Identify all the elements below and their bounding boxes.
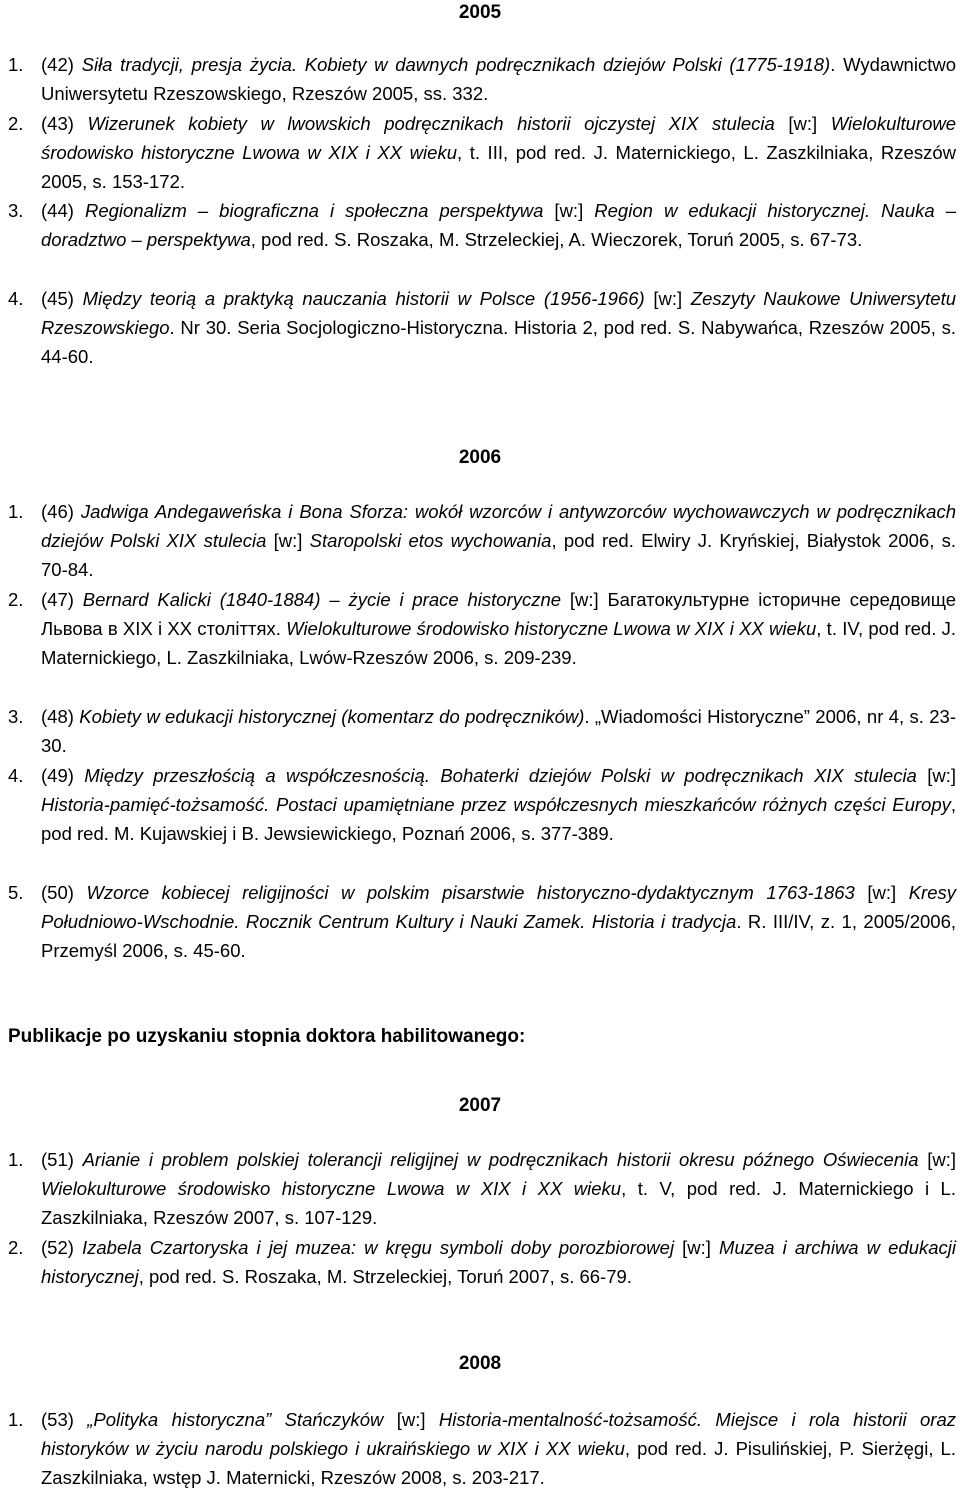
entry-text: (42) Siła tradycji, presja życia. Kobiety w dawnych podręcznikach dziejów Polski (1775-1918). Wydawnictwo Uniwersytetu Rzeszowskiego, Rzeszów 2005, ss. 332. xyxy=(41,54,956,105)
entry-text: (45) Między teorią a praktyką nauczania historii w Polsce (1956-1966) [w:] Zeszyty Naukowe Uniwersytetu Rzeszowskiego. Nr 30. Seria Socjologiczno-Historyczna. Historia 2, pod red. S. Nabywańca, Rzeszów 2005, s. 44-60. xyxy=(41,288,957,368)
year-heading-2005: 2005 xyxy=(458,2,502,23)
entry-number: 5. xyxy=(8,882,24,903)
bibliography-entry-47 xyxy=(8,585,956,673)
bibliography-entry-50 xyxy=(8,878,956,966)
entry-number: 4. xyxy=(8,765,24,786)
bibliography-entry-53 xyxy=(8,1405,956,1493)
entry-text: (52) Izabela Czartoryska i jej muzea: w kręgu symboli doby porozbiorowej [w:] Muzea i archiwa w edukacji historycznej, pod red. S. Roszaka, M. Strzeleckiej, Toruń 2007, s. 66-79. xyxy=(41,1237,957,1288)
entry-text: (44) Regionalizm – biograficzna i społeczna perspektywa [w:] Region w edukacji historycznej. Nauka – doradztwo – perspektywa, pod red. S. Roszaka, M. Strzeleckiej, A. Wieczorek, Toruń 2005, s. 67-73. xyxy=(41,200,957,251)
entry-text: (47) Bernard Kalicki (1840-1884) – życie i prace historyczne [w:] Багатокультурне історичне середовище Львова в XIX і XX століттях. Wielokulturowe środowisko historyczne Lwowa w XIX i XX wieku, t. IV, pod red. J. Maternickiego, L. Zaszkilniaka, Lwów-Rzeszów 2006, s. 209-239. xyxy=(41,589,957,669)
section-heading-habilitation: Publikacje po uzyskaniu stopnia doktora habilitowanego: xyxy=(8,1026,526,1047)
bibliography-entry-46 xyxy=(8,497,956,585)
year-heading-2008: 2008 xyxy=(458,1353,502,1374)
entry-text: (51) Arianie i problem polskiej tolerancji religijnej w podręcznikach historii okresu późnego Oświecenia [w:] Wielokulturowe środowisko historyczne Lwowa w XIX i XX wieku, t. V, pod red. J. Maternickiego i L. Zaszkilniaka, Rzeszów 2007, s. 107-129. xyxy=(41,1149,956,1229)
bibliography-entry-42 xyxy=(8,50,956,108)
entry-number: 3. xyxy=(8,200,24,221)
entry-number: 4. xyxy=(8,288,24,309)
bibliography-entry-43 xyxy=(8,109,956,197)
bibliography-entry-44 xyxy=(8,196,956,254)
bibliography-entry-48 xyxy=(8,702,956,760)
entry-text: (43) Wizerunek kobiety w lwowskich podręcznikach historii ojczystej XIX stulecia [w:] Wielokulturowe środowisko historyczne Lwowa w XIX i XX wieku, t. III, pod red. J. Maternickiego, L. Zaszkilniaka, Rzeszów 2005, s. 153-172. xyxy=(41,113,957,193)
entry-number: 2. xyxy=(8,589,24,610)
entry-number: 3. xyxy=(8,706,24,727)
bibliography-entry-52 xyxy=(8,1233,956,1291)
entry-text: (53) „Polityka historyczna” Stańczyków [w:] Historia-mentalność-tożsamość. Miejsce i rola historii oraz historyków w życiu narodu polskiego i ukraińskiego w XIX i XX wieku, pod red. J. Pisulińskiej, P. Sierżęgi, L. Zaszkilniaka, wstęp J. Maternicki, Rzeszów 2008, s. 203-217. xyxy=(41,1409,956,1489)
entry-text: (48) Kobiety w edukacji historycznej (komentarz do podręczników). „Wiadomości Historyczne” 2006, nr 4, s. 23-30. xyxy=(41,706,956,757)
entry-number: 2. xyxy=(8,1237,24,1258)
entry-number: 2. xyxy=(8,113,24,134)
bibliography-entry-51 xyxy=(8,1145,956,1233)
bibliography-entry-49 xyxy=(8,761,956,849)
bibliography-entry-45 xyxy=(8,284,956,372)
entry-text: (46) Jadwiga Andegaweńska i Bona Sforza: wokół wzorców i antywzorców wychowawczych w podręcznikach dziejów Polski XIX stulecia [w:] Staropolski etos wychowania, pod red. Elwiry J. Kryńskiej, Białystok 2006, s. 70-84. xyxy=(41,501,957,581)
entry-number: 1. xyxy=(8,1409,24,1430)
year-heading-2006: 2006 xyxy=(458,447,502,468)
entry-number: 1. xyxy=(8,501,24,522)
entry-number: 1. xyxy=(8,54,24,75)
entry-text: (50) Wzorce kobiecej religijności w polskim pisarstwie historyczno-dydaktycznym 1763-1863 [w:] Kresy Południowo-Wschodnie. Rocznik Centrum Kultury i Nauki Zamek. Historia i tradycja. R. III/IV, z. 1, 2005/2006, Przemyśl 2006, s. 45-60. xyxy=(41,882,957,962)
entry-number: 1. xyxy=(8,1149,24,1170)
year-heading-2007: 2007 xyxy=(458,1095,502,1116)
entry-text: (49) Między przeszłością a współczesnością. Bohaterki dziejów Polski w podręcznikach XIX stulecia [w:] Historia-pamięć-tożsamość. Postaci upamiętniane przez współczesnych mieszkańców różnych części Europy, pod red. M. Kujawskiej i B. Jewsiewickiego, Poznań 2006, s. 377-389. xyxy=(41,765,956,845)
